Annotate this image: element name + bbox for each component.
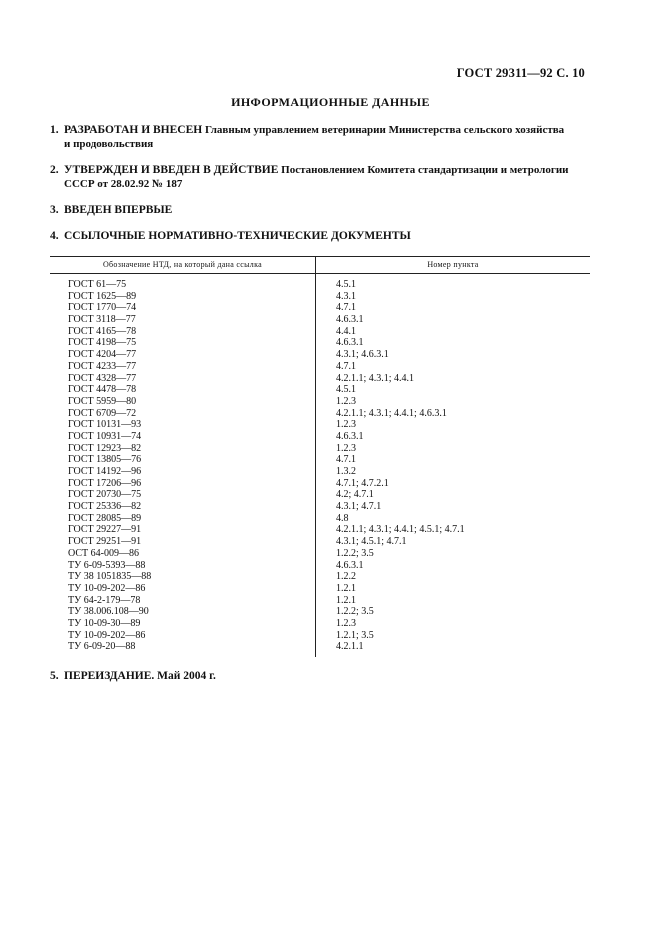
table-row: [50, 618, 590, 630]
cell-designation: ГОСТ 4198—75: [68, 337, 137, 349]
cell-clause: 4.2.1.1; 4.3.1; 4.4.1; 4.5.1; 4.7.1: [336, 524, 465, 536]
item-lead: ССЫЛОЧНЫЕ НОРМАТИВНО-ТЕХНИЧЕСКИЕ ДОКУМЕНТЫ: [64, 230, 411, 242]
cell-designation: ТУ 6-09-20—88: [68, 641, 136, 653]
cell-clause: 4.3.1; 4.7.1: [336, 501, 382, 513]
cell-designation: ГОСТ 1625—89: [68, 290, 137, 302]
table-header-clause: Номер пункта: [427, 260, 479, 269]
table-row: [50, 431, 590, 443]
cell-designation: ТУ 10-09-202—86: [68, 629, 146, 641]
item-number: 4.: [50, 230, 59, 242]
table-row: [50, 630, 590, 642]
item-continuation: и продовольствия: [64, 138, 154, 150]
cell-clause: 1.2.3: [336, 442, 356, 454]
cell-designation: ГОСТ 29251—91: [68, 536, 142, 548]
table-row: [50, 513, 590, 525]
cell-clause: 4.7.1; 4.7.2.1: [336, 477, 389, 489]
cell-designation: ГОСТ 6709—72: [68, 407, 137, 419]
cell-clause: 4.2.1.1; 4.3.1; 4.4.1: [336, 372, 415, 384]
cell-clause: 1.2.2: [336, 571, 356, 583]
table-body: [50, 279, 590, 653]
table-row: [50, 302, 590, 314]
cell-clause: 1.2.2; 3.5: [336, 547, 374, 559]
table-row: [50, 337, 590, 349]
item-number: 1.: [50, 124, 59, 136]
cell-designation: ГОСТ 3118—77: [68, 314, 136, 326]
cell-designation: ГОСТ 5959—80: [68, 395, 137, 407]
table-row: [50, 536, 590, 548]
cell-clause: 1.3.2: [336, 466, 356, 477]
info-item-5: [50, 669, 590, 683]
cell-clause: 4.6.3.1: [336, 314, 364, 326]
cell-designation: ГОСТ 10131—93: [68, 419, 142, 431]
cell-designation: ГОСТ 17206—96: [68, 477, 142, 489]
cell-designation: ГОСТ 4478—78: [68, 384, 137, 396]
references-table: [50, 256, 590, 657]
cell-clause: 1.2.3: [336, 395, 356, 407]
table-top-rule: [50, 256, 590, 257]
item-lead: РАЗРАБОТАН И ВНЕСЕН: [64, 124, 203, 136]
table-row: [50, 419, 590, 431]
table-row: [50, 454, 590, 466]
table-row: [50, 466, 590, 478]
item-continuation: СССР от 28.02.92 № 187: [64, 178, 183, 190]
table-header-designation: Обозначение НТД, на который дана ссылка: [102, 260, 263, 269]
cell-clause: 4.6.3.1: [336, 559, 364, 571]
cell-clause: 4.5.1: [336, 384, 356, 396]
cell-designation: ТУ 10-09-202—86: [68, 582, 146, 594]
table-row: [50, 408, 590, 420]
cell-designation: ОСТ 64-009—86: [68, 547, 139, 559]
cell-clause: 1.2.1; 3.5: [336, 629, 374, 641]
cell-designation: ГОСТ 4165—78: [68, 325, 137, 337]
info-item-4: [50, 229, 590, 243]
cell-clause: 1.2.1: [336, 582, 356, 594]
cell-clause: 1.2.1: [336, 594, 356, 606]
info-item-1: [50, 123, 590, 151]
info-item-2: [50, 163, 590, 191]
cell-clause: 1.2.3: [336, 419, 356, 431]
table-row: [50, 478, 590, 490]
table-row: [50, 314, 590, 326]
table-row: [50, 595, 590, 607]
cell-designation: ГОСТ 20730—75: [68, 489, 142, 501]
cell-designation: ГОСТ 29227—91: [68, 524, 142, 536]
item-lead: ПЕРЕИЗДАНИЕ. Май 2004 г.: [64, 670, 216, 682]
cell-designation: ГОСТ 10931—74: [68, 430, 142, 442]
item-number: 5.: [50, 670, 59, 682]
cell-designation: ГОСТ 4328—77: [68, 372, 137, 384]
cell-clause: 4.6.3.1: [336, 337, 364, 349]
page-title: ИНФОРМАЦИОННЫЕ ДАННЫЕ: [231, 95, 430, 109]
table-row: [50, 291, 590, 303]
cell-clause: 1.2.3: [336, 617, 356, 629]
cell-designation: ГОСТ 14192—96: [68, 466, 142, 477]
cell-clause: 4.6.3.1: [336, 430, 364, 442]
item-text: Постановлением Комитета стандартизации и метрологии: [278, 164, 569, 176]
item-lead: ВВЕДЕН ВПЕРВЫЕ: [64, 204, 173, 216]
table-row: [50, 571, 590, 583]
table-row: [50, 443, 590, 455]
cell-designation: ТУ 6-09-5393—88: [68, 559, 146, 571]
table-row: [50, 326, 590, 338]
cell-designation: ГОСТ 4204—77: [68, 349, 137, 361]
info-item-3: [50, 203, 590, 217]
cell-designation: ГОСТ 28085—89: [68, 512, 142, 524]
table-row: [50, 548, 590, 560]
cell-clause: 4.8: [336, 512, 349, 524]
item-number: 3.: [50, 204, 59, 216]
table-row: [50, 606, 590, 618]
cell-designation: ГОСТ 25336—82: [68, 501, 142, 513]
table-row: [50, 384, 590, 396]
table-row: [50, 361, 590, 373]
document-header: ГОСТ 29311—92 С. 10: [456, 66, 585, 80]
cell-designation: ГОСТ 12923—82: [68, 442, 142, 454]
cell-designation: ТУ 38.006.108—90: [68, 606, 149, 618]
table-row: [50, 583, 590, 595]
cell-clause: 4.3.1; 4.6.3.1: [336, 349, 389, 361]
table-row: [50, 373, 590, 385]
table-row: [50, 489, 590, 501]
table-row: [50, 279, 590, 291]
cell-designation: ГОСТ 1770—74: [68, 302, 137, 314]
cell-clause: 4.3.1; 4.5.1; 4.7.1: [336, 536, 407, 548]
cell-clause: 4.3.1: [336, 290, 356, 302]
cell-clause: 4.7.1: [336, 302, 356, 314]
table-row: [50, 396, 590, 408]
cell-clause: 4.2.1.1; 4.3.1; 4.4.1; 4.6.3.1: [336, 407, 447, 419]
cell-clause: 1.2.2; 3.5: [336, 606, 374, 618]
cell-designation: ГОСТ 13805—76: [68, 454, 142, 466]
table-row: [50, 641, 590, 653]
item-lead: УТВЕРЖДЕН И ВВЕДЕН В ДЕЙСТВИЕ: [64, 164, 279, 176]
item-number: 2.: [50, 164, 59, 176]
cell-designation: ТУ 38 1051835—88: [68, 571, 152, 583]
table-header-rule: [50, 273, 590, 274]
table-row: [50, 560, 590, 572]
cell-clause: 4.7.1: [336, 454, 356, 466]
cell-designation: ТУ 64-2-179—78: [68, 594, 141, 606]
item-text: Главным управлением ветеринарии Министерства сельского хозяйства: [202, 124, 565, 136]
cell-clause: 4.2; 4.7.1: [336, 489, 374, 501]
cell-designation: ГОСТ 61—75: [68, 279, 127, 290]
cell-clause: 4.2.1.1: [336, 641, 364, 653]
cell-designation: ТУ 10-09-30—89: [68, 617, 141, 629]
table-row: [50, 524, 590, 536]
table-row: [50, 349, 590, 361]
cell-clause: 4.5.1: [336, 279, 356, 290]
table-row: [50, 501, 590, 513]
cell-designation: ГОСТ 4233—77: [68, 360, 137, 372]
cell-clause: 4.7.1: [336, 360, 356, 372]
cell-clause: 4.4.1: [336, 325, 356, 337]
